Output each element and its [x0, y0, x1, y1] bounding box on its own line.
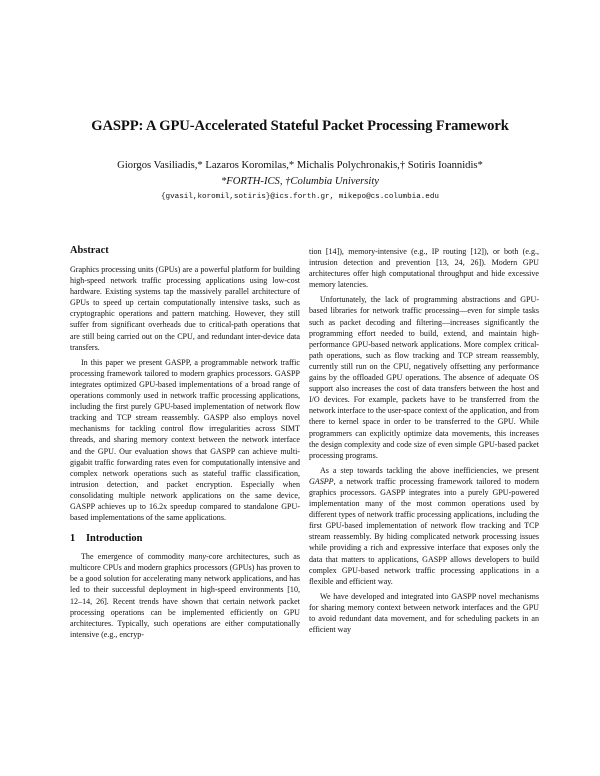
affiliations: *FORTH-ICS, †Columbia University: [220, 176, 379, 187]
intro-p3-start: As a step towards tackling the above inefficiencies, we present: [320, 465, 539, 475]
intro-paragraph-3: [309, 465, 539, 587]
abstract-heading: Abstract: [70, 245, 109, 256]
intro-p3-rest: , a network traffic processing framework tailored to modern graphics processors. GASPP integrates into a purely GPU-powered implementation many of the most common operations used by different types of network traffic processing applications, including the first GPU-based implementation of network flow tracking and TCP stream reassembly. By hiding complicated network processing issues while providing a rich and expressive interface that exposes only the data that matters to applications, GASPP allows developers to build complex GPU-based network traffic processing applications in a flexible and efficient way.: [309, 476, 539, 586]
author-list: Giorgos Vasiliadis,* Lazaros Koromilas,* Michalis Polychronakis,† Sotiris Ioannidis*: [117, 160, 483, 171]
intro-paragraph-4: We have developed and integrated into GASPP novel mechanisms for sharing memory context between network interfaces and the GPU to avoid redundant data movement, and for scheduling packets in an efficient way: [309, 591, 539, 635]
left-column: [70, 245, 300, 640]
author-emails: {gvasil,koromil,sotiris}@ics.forth.gr, mikepo@cs.columbia.edu: [161, 193, 439, 201]
section-heading-introduction: [70, 533, 300, 545]
section-number: 1: [70, 533, 76, 545]
intro-paragraph-1-continued: tion [14]), memory-intensive (e.g., IP routing [12]), or both (e.g., intrusion detection and prevention [13, 24, 26]). Modern GPU architectures offer high computational throughput and hide excessive memory latencies.: [309, 247, 539, 290]
abstract-paragraph-1: Graphics processing units (GPUs) are a powerful platform for building high-speed network traffic processing applications using low-cost hardware. Existing systems tap the massively parallel architecture of GPUs to speed up certain computationally intensive tasks, such as cryptographic operations and pattern matching. However, they still suffer from significant overheads due to critical-path operations that are still being carried out on the CPU, and redundant inter-device data transfers.: [70, 265, 300, 352]
intro-p1-emphasis: many: [188, 552, 207, 562]
intro-p3-emphasis: GASPP: [309, 476, 334, 486]
abstract-paragraph-2: In this paper we present GASPP, a programmable network traffic processing framework tailored to modern graphics processors. GASPP integrates optimized GPU-based implementations of a broad range of operations commonly used in network traffic processing applications, including the first purely GPU-based implementation of network flow tracking and TCP stream reassembly. GASPP also employs novel mechanisms for tackling control flow irregularities across SIMT threads, and sharing memory context between the network interface and the GPU. Our evaluation shows that GASPP can achieve multi-gigabit traffic forwarding rates even for computationally intensive and complex network operations such as stateful traffic classification, intrusion detection, and packet encryption. Especially when consolidating multiple network applications on the same device, GASPP achieves up to 16.2x speedup compared to standalone GPU-based implementations of the same applications.: [70, 357, 300, 523]
paper-title: GASPP: A GPU-Accelerated Stateful Packet Processing Framework: [91, 118, 509, 134]
intro-p1-rest: -core architectures, such as multicore CPUs and modern graphics processors (GPUs) has proven to be a good solution for accelerating many network applications, and has led to their successful deployment in high-speed environments [10, 12–14, 26]. Recent trends have shown that certain network packet processing operations can be implemented efficiently on GPU architectures. Typically, such operations are either computationally intensive (e.g., encryp-: [70, 552, 300, 639]
intro-paragraph-1: [70, 551, 300, 640]
intro-paragraph-2: Unfortunately, the lack of programming abstractions and GPU-based libraries for network traffic processing—even for simple tasks such as packet decoding and filtering—increases significantly the programming effort needed to build, extend, and maintain high-performance GPU-based network applications. More complex critical-path operations, such as flow tracking and TCP stream reassembly, currently still run on the CPU, negatively offsetting any performance gains by the offloaded GPU operations. The absence of adequate OS support also increases the cost of data transfers between the host and I/O devices. For example, packets have to be transferred from the network interface to the user-space context of the application, and from there to kernel space in order to be transferred to the GPU. While programmers can explicitly optimize data movements, this increases the design complexity and code size of even simple GPU-based packet processing programs.: [309, 295, 539, 460]
intro-p1-start: The emergence of commodity: [81, 552, 189, 562]
section-title: Introduction: [86, 533, 143, 545]
right-column: [309, 246, 539, 635]
